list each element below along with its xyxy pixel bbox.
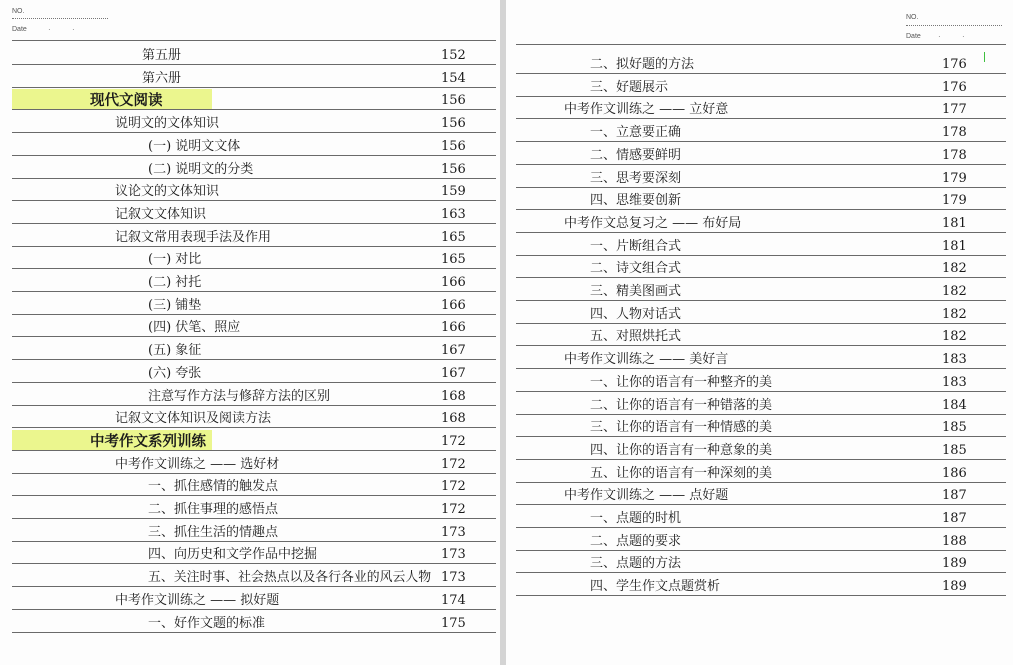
toc-entry-title: (五) 象征 <box>148 343 202 359</box>
toc-entry-title: 二、拟好题的方法 <box>590 57 695 72</box>
ruled-line <box>516 595 1006 596</box>
toc-entry <box>0 405 500 427</box>
toc-entry <box>506 74 1013 96</box>
toc-entry <box>0 541 500 563</box>
toc-entry <box>0 519 500 541</box>
toc-entry-title: 记叙文文体知识 <box>115 206 207 222</box>
toc-entry-page: 156 <box>441 116 466 132</box>
toc-entry <box>506 210 1013 232</box>
toc-entry-page: 178 <box>942 147 967 163</box>
toc-entry-title: (一) 对比 <box>148 252 202 268</box>
toc-entry-page: 174 <box>441 592 466 608</box>
toc-entry <box>506 165 1013 187</box>
toc-entry-title: 中考作文系列训练 <box>90 432 206 450</box>
toc-entry-title: 中考作文训练之 —— 拟好题 <box>115 592 280 608</box>
toc-entry <box>506 528 1013 550</box>
toc-entry-title: 五、关注时事、社会热点以及各行各业的风云人物 <box>148 570 432 586</box>
toc-entry-page: 182 <box>942 261 967 277</box>
toc-entry-page: 178 <box>942 125 967 141</box>
toc-entry-page: 187 <box>942 511 967 526</box>
toc-entry-page: 175 <box>441 615 466 631</box>
toc-entry-page: 176 <box>942 57 967 72</box>
toc-entry-page: 165 <box>441 229 466 245</box>
toc-entry <box>506 482 1013 504</box>
toc-entry-page: 182 <box>942 329 967 345</box>
toc-entry-page: 172 <box>441 433 466 449</box>
toc-entry-page: 188 <box>942 533 967 549</box>
toc-entry-title: 三、点题的方法 <box>590 556 682 572</box>
toc-entry <box>0 224 500 246</box>
toc-entry-title: 中考作文训练之 —— 点好题 <box>564 488 729 504</box>
toc-entry-page: 154 <box>441 70 466 86</box>
toc-entry <box>506 346 1013 368</box>
toc-entry <box>506 142 1013 164</box>
toc-entry <box>0 110 500 132</box>
toc-entry <box>0 451 500 473</box>
toc-entry-page: 167 <box>441 365 466 381</box>
toc-entry-page: 156 <box>441 93 466 109</box>
toc-entry <box>0 65 500 87</box>
toc-entry-page: 179 <box>942 193 967 209</box>
ruled-line <box>12 632 496 633</box>
toc-entry-title: 记叙文文体知识及阅读方法 <box>115 411 272 427</box>
toc-entry-page: 166 <box>441 320 466 336</box>
toc-entry-title: (六) 夸张 <box>148 365 202 381</box>
no-line <box>906 25 1002 26</box>
toc-entry-page: 172 <box>441 479 466 495</box>
toc-entry-page: 166 <box>441 297 466 313</box>
toc-entry-title: 二、让你的语言有一种错落的美 <box>590 397 773 413</box>
toc-entry <box>506 278 1013 300</box>
header-rule <box>12 40 496 41</box>
toc-entry-page: 168 <box>441 411 466 427</box>
toc-entry <box>506 369 1013 391</box>
toc-entry <box>506 255 1013 277</box>
toc-entry-page: 173 <box>441 547 466 563</box>
toc-entry <box>0 292 500 314</box>
toc-entry-title: 第五册 <box>142 48 182 63</box>
date-separator: · <box>72 25 75 34</box>
toc-entry <box>506 550 1013 572</box>
toc-entry-title: 一、立意要正确 <box>590 125 682 141</box>
toc-entry-title: 一、好作文题的标准 <box>148 615 266 631</box>
toc-entry-page: 185 <box>942 442 967 458</box>
toc-entry <box>506 573 1013 595</box>
toc-entry <box>506 414 1013 436</box>
toc-entry <box>0 360 500 382</box>
toc-entry <box>0 428 500 450</box>
toc-entry-title: 二、情感要鲜明 <box>590 147 682 163</box>
date-separator: · <box>48 25 51 34</box>
toc-entry-page: 165 <box>441 252 466 268</box>
toc-entry-title: 四、让你的语言有一种意象的美 <box>590 442 773 458</box>
toc-entry-title: 现代文阅读 <box>90 92 163 110</box>
toc-entry-title: 三、精美图画式 <box>590 284 682 299</box>
toc-entry-page: 179 <box>942 170 967 186</box>
toc-entry <box>0 473 500 495</box>
toc-entry-page: 189 <box>942 579 967 595</box>
toc-entry-page: 189 <box>942 556 967 572</box>
toc-entry <box>506 301 1013 323</box>
toc-entry-page: 152 <box>441 48 466 63</box>
toc-entry-title: 四、学生作文点题赏析 <box>590 579 721 595</box>
toc-entry <box>506 119 1013 141</box>
toc-entry-title: 说明文的文体知识 <box>115 116 220 132</box>
toc-entry-title: 三、抓住生活的情趣点 <box>148 524 279 540</box>
toc-entry-title: 五、让你的语言有一种深刻的美 <box>590 465 773 481</box>
toc-entry-title: 四、人物对话式 <box>590 306 682 322</box>
toc-entry-title: 四、向历史和文学作品中挖掘 <box>148 547 318 563</box>
toc-entry <box>0 496 500 518</box>
no-line <box>12 18 108 19</box>
toc-entry <box>0 133 500 155</box>
toc-entry-title: 议论文的文体知识 <box>115 184 220 200</box>
toc-entry-title: 中考作文训练之 —— 立好意 <box>564 102 729 118</box>
right-notebook-page <box>506 0 1013 665</box>
toc-entry-title: 中考作文训练之 —— 选好材 <box>115 456 280 472</box>
toc-entry-page: 166 <box>441 275 466 290</box>
toc-entry-page: 173 <box>441 570 466 586</box>
toc-entry-title: (二) 说明文的分类 <box>148 161 254 177</box>
toc-entry-title: 五、对照烘托式 <box>590 329 682 345</box>
date-separator: · <box>962 32 965 41</box>
toc-entry-page: 163 <box>441 206 466 222</box>
toc-entry-title: 记叙文常用表现手法及作用 <box>115 229 272 245</box>
toc-entry <box>0 337 500 359</box>
toc-entry <box>506 51 1013 73</box>
toc-entry-page: 173 <box>441 524 466 540</box>
toc-entry <box>0 156 500 178</box>
no-label: NO. <box>12 8 25 15</box>
left-notebook-page <box>0 0 500 665</box>
toc-entry-page: 159 <box>441 184 466 200</box>
toc-entry-page: 156 <box>441 161 466 177</box>
toc-entry-title: 三、好题展示 <box>590 79 669 95</box>
toc-entry-title: (一) 说明文文体 <box>148 138 241 154</box>
toc-entry <box>0 42 500 64</box>
toc-entry-page: 182 <box>942 284 967 299</box>
toc-entry-title: 三、让你的语言有一种情感的美 <box>590 420 773 436</box>
toc-entry <box>0 587 500 609</box>
toc-entry <box>0 383 500 405</box>
toc-entry <box>506 505 1013 527</box>
toc-entry <box>0 246 500 268</box>
toc-entry <box>506 187 1013 209</box>
toc-entry-title: 二、抓住事理的感悟点 <box>148 502 279 517</box>
toc-entry-title: 二、点题的要求 <box>590 533 682 549</box>
date-label: Date <box>12 26 27 33</box>
toc-entry <box>0 178 500 200</box>
no-label: NO. <box>906 14 919 21</box>
toc-entry-page: 182 <box>942 306 967 322</box>
toc-entry <box>506 392 1013 414</box>
toc-entry <box>0 87 500 109</box>
toc-entry <box>506 233 1013 255</box>
toc-entry-page: 167 <box>441 343 466 359</box>
date-label: Date <box>906 33 921 40</box>
toc-entry-title: 一、抓住感情的触发点 <box>148 479 279 495</box>
toc-entry <box>506 460 1013 482</box>
toc-entry-page: 168 <box>441 388 466 404</box>
toc-entry-title: 注意写作方法与修辞方法的区别 <box>148 388 331 404</box>
toc-entry-title: (三) 铺垫 <box>148 297 202 313</box>
toc-entry-title: 第六册 <box>142 70 182 86</box>
toc-entry <box>0 610 500 632</box>
toc-entry-page: 187 <box>942 488 967 504</box>
toc-entry-title: 一、点题的时机 <box>590 511 682 526</box>
toc-entry-page: 177 <box>942 102 967 118</box>
toc-entry <box>506 437 1013 459</box>
toc-entry-page: 181 <box>942 215 967 231</box>
toc-entry-page: 184 <box>942 397 967 413</box>
toc-entry <box>0 269 500 291</box>
toc-entry-page: 176 <box>942 79 967 95</box>
header-rule <box>516 44 1006 45</box>
toc-entry-title: 一、片断组合式 <box>590 238 682 254</box>
toc-entry-title: 二、诗文组合式 <box>590 261 682 277</box>
toc-entry-page: 183 <box>942 374 967 390</box>
toc-entry-page: 186 <box>942 465 967 481</box>
toc-entry-title: 一、让你的语言有一种整齐的美 <box>590 374 773 390</box>
toc-entry-title: 四、思维要创新 <box>590 193 682 209</box>
toc-entry-page: 183 <box>942 352 967 368</box>
toc-entry-title: (二) 衬托 <box>148 275 202 290</box>
toc-entry <box>0 201 500 223</box>
toc-entry-page: 172 <box>441 502 466 517</box>
toc-entry-page: 156 <box>441 138 466 154</box>
date-separator: · <box>938 32 941 41</box>
toc-entry-title: 三、思考要深刻 <box>590 170 682 186</box>
toc-entry <box>506 323 1013 345</box>
toc-entry <box>506 96 1013 118</box>
toc-entry-page: 181 <box>942 238 967 254</box>
toc-entry-title: 中考作文总复习之 —— 布好局 <box>564 215 742 231</box>
toc-entry-title: (四) 伏笔、照应 <box>148 320 241 336</box>
toc-entry <box>0 314 500 336</box>
toc-entry-title: 中考作文训练之 —— 美好言 <box>564 352 729 368</box>
toc-entry-page: 185 <box>942 420 967 436</box>
toc-entry <box>0 564 500 586</box>
toc-entry-page: 172 <box>441 456 466 472</box>
